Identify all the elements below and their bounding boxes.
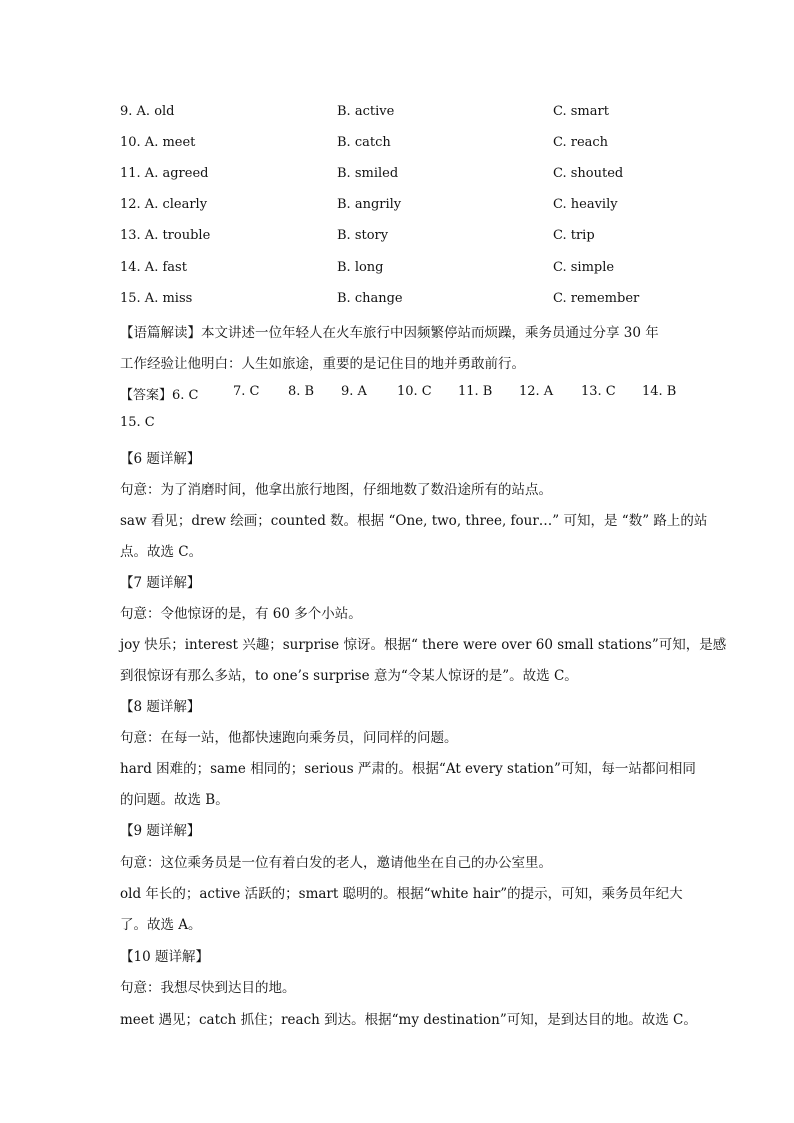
detail-line: old 年长的；active 活跃的；smart 聪明的。根据“white hair”的提示，可知，乘务员年纪大 [120, 886, 683, 902]
option-row [120, 166, 680, 188]
option-a: 10. A. meet [120, 135, 196, 150]
option-row [120, 135, 680, 157]
detail-line: 了。故选 A。 [120, 917, 202, 933]
answer-label: 【答案】6. C [120, 388, 199, 403]
detail-line: 到很惊讶有那么多站，to one’s surprise 意为“令某人惊讶的是”。故选 C。 [120, 668, 578, 684]
interpretation-line: 【语篇解读】本文讲述一位年轻人在火车旅行中因频繁停站而烦躁，乘务员通过分享 30 年 [120, 325, 659, 341]
detail-line: saw 看见；drew 绘画；counted 数。根据 “One, two, three, four…” 可知，是 “数” 路上的站 [120, 513, 708, 529]
answer-item: 9. A [341, 384, 367, 399]
detail-line: 点。故选 C。 [120, 544, 203, 560]
detail-heading: 【8 题详解】 [120, 699, 201, 715]
option-c: C. trip [553, 228, 595, 243]
interpretation-line: 工作经验让他明白：人生如旅途，重要的是记住目的地并勇敢前行。 [120, 356, 525, 372]
detail-line: 句意：我想尽快到达目的地。 [120, 980, 296, 996]
option-row [120, 291, 680, 313]
detail-line: 句意：令他惊讶的是，有 60 多个小站。 [120, 606, 362, 622]
answer-item: 14. B [642, 384, 677, 399]
option-c: C. simple [553, 260, 615, 275]
detail-line: hard 困难的；same 相同的；serious 严肃的。根据“At every station”可知，每一站都问相同 [120, 761, 696, 777]
detail-heading: 【10 题详解】 [120, 949, 209, 965]
answer-item: 11. B [458, 384, 493, 399]
detail-heading: 【9 题详解】 [120, 823, 201, 839]
answer-item: 7. C [233, 384, 260, 399]
option-b: B. story [337, 228, 389, 243]
option-a: 14. A. fast [120, 260, 187, 275]
option-a: 11. A. agreed [120, 166, 209, 181]
option-row [120, 104, 680, 126]
option-a: 9. A. old [120, 104, 175, 119]
option-c: C. smart [553, 104, 609, 119]
option-b: B. angrily [337, 197, 402, 212]
option-a: 12. A. clearly [120, 197, 208, 212]
option-c: C. remember [553, 291, 640, 306]
detail-line: 句意：在每一站，他都快速跑向乘务员，问同样的问题。 [120, 730, 458, 746]
detail-line: 句意：为了消磨时间，他拿出旅行地图，仔细地数了数沿途所有的站点。 [120, 482, 552, 498]
option-b: B. long [337, 260, 384, 275]
answer-item: 10. C [397, 384, 432, 399]
detail-heading: 【7 题详解】 [120, 575, 201, 591]
answer-item: 15. C [120, 415, 155, 430]
option-a: 15. A. miss [120, 291, 193, 306]
option-c: C. heavily [553, 197, 618, 212]
detail-line: 的问题。故选 B。 [120, 792, 229, 808]
option-b: B. change [337, 291, 403, 306]
option-row [120, 197, 680, 219]
option-row [120, 260, 680, 282]
option-c: C. reach [553, 135, 609, 150]
option-b: B. catch [337, 135, 391, 150]
detail-line: meet 遇见；catch 抓住；reach 到达。根据“my destination”可知，是到达目的地。故选 C。 [120, 1012, 697, 1028]
answer-item: 8. B [288, 384, 315, 399]
detail-heading: 【6 题详解】 [120, 451, 201, 467]
option-b: B. active [337, 104, 395, 119]
option-row [120, 228, 680, 250]
option-c: C. shouted [553, 166, 624, 181]
detail-line: 句意：这位乘务员是一位有着白发的老人，邀请他坐在自己的办公室里。 [120, 855, 552, 871]
answer-item: 13. C [581, 384, 616, 399]
option-b: B. smiled [337, 166, 399, 181]
answer-item: 12. A [519, 384, 554, 399]
option-a: 13. A. trouble [120, 228, 211, 243]
detail-line: joy 快乐；interest 兴趣；surprise 惊讶。根据“ there were over 60 small stations”可知，是感 [120, 637, 727, 653]
